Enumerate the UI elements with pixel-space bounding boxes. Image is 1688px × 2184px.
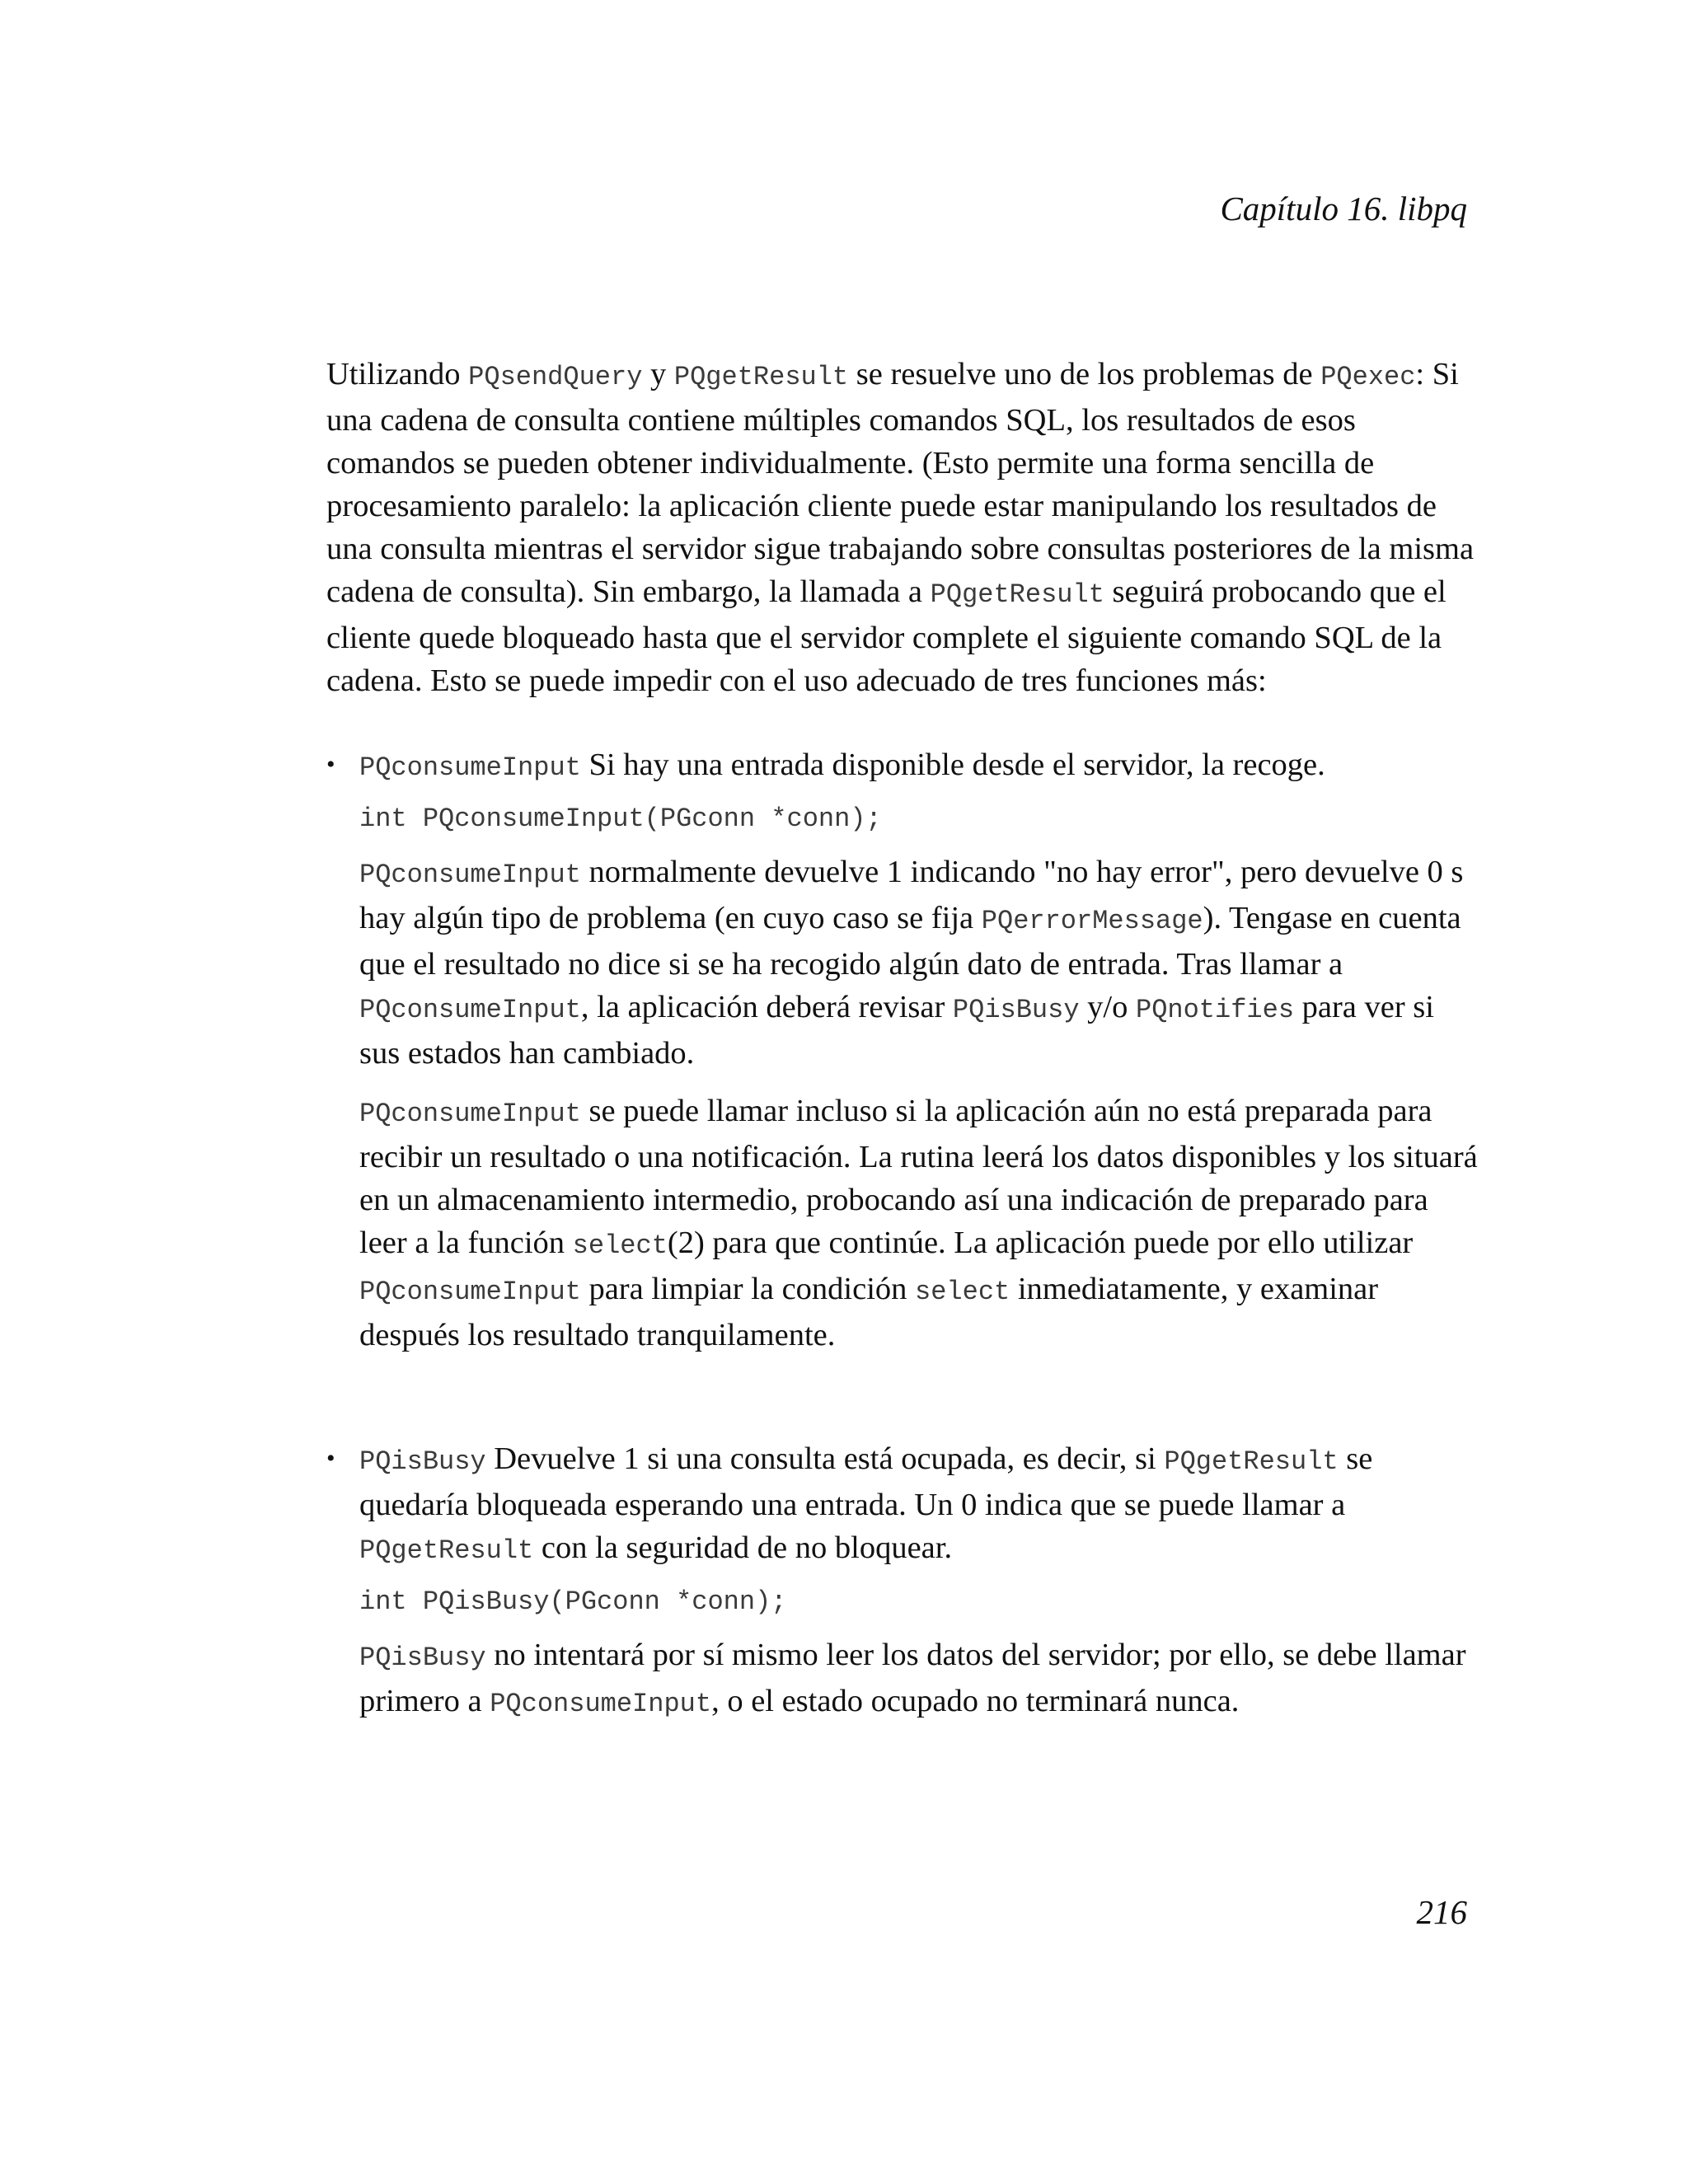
- function-heading: [359, 1437, 1480, 1572]
- code-term: PQconsumeInput: [359, 1277, 581, 1307]
- running-header: Capítulo 16. libpq: [1220, 190, 1467, 227]
- bullet: •: [326, 751, 335, 778]
- code-term: PQconsumeInput: [359, 1099, 581, 1129]
- description-paragraph: [359, 851, 1480, 1075]
- function-name: PQconsumeInput: [359, 752, 581, 783]
- text: para ver si sus estados han cambiado.: [359, 990, 1434, 1071]
- list-item-pqconsumeinput: [326, 743, 1480, 1357]
- function-synopsis: int PQisBusy(PGconn *conn);: [359, 1586, 787, 1617]
- code-term: PQerrorMessage: [981, 906, 1203, 936]
- text: ). Tengase en cuenta que el resultado no dice si se ha recogido algún dato de entrada. Tras llamar a: [359, 901, 1461, 982]
- description-paragraph: [359, 1090, 1480, 1357]
- function-list: [326, 743, 1480, 1726]
- function-heading: [359, 743, 1480, 790]
- text: Utilizando: [326, 357, 469, 391]
- function-name: PQisBusy: [359, 1446, 486, 1477]
- code-term: select: [572, 1230, 668, 1261]
- function-synopsis: int PQconsumeInput(PGconn *conn);: [359, 804, 882, 834]
- text: normalmente devuelve 1 indicando "no hay error", pero devuelve 0 s hay algún tipo de problema (en cuyo caso se fija: [359, 855, 1464, 935]
- code-term: select: [915, 1277, 1010, 1307]
- text: se resuelve uno de los problemas de: [848, 357, 1321, 391]
- code-term: PQisBusy: [359, 1643, 486, 1673]
- text: con la seguridad de no bloquear.: [533, 1530, 953, 1565]
- text: se puede llamar incluso si la aplicación aún no está preparada para recibir un resultado o una notificación. La rutina leerá los datos disponibles y los situará en un almacenamiento intermedio, probocando así una indicación de preparado para leer a la función: [359, 1094, 1478, 1260]
- code-term: PQgetResult: [930, 579, 1104, 610]
- list-item-pqisbusy: [326, 1437, 1480, 1726]
- text: no intentará por sí mismo leer los datos del servidor; por ello, se debe llamar primero a: [359, 1638, 1466, 1718]
- code-term: PQexec: [1320, 362, 1416, 392]
- text: seguirá probocando que el cliente quede bloqueado hasta que el servidor complete el siguiente comando SQL de la cadena. Esto se puede impedir con el uso adecuado de tres funciones más:: [326, 574, 1447, 698]
- code-term: PQnotifies: [1135, 995, 1295, 1025]
- code-term: PQconsumeInput: [359, 860, 581, 890]
- text: , o el estado ocupado no terminará nunca.: [711, 1684, 1240, 1718]
- text: inmediatamente, y examinar después los resultado tranquilamente.: [359, 1272, 1379, 1352]
- code-term: PQconsumeInput: [490, 1689, 712, 1719]
- page-number: 216: [1416, 1893, 1467, 1931]
- code-term: PQsendQuery: [468, 362, 643, 392]
- text: para limpiar la condición: [580, 1272, 916, 1306]
- code-term: PQisBusy: [952, 995, 1080, 1025]
- text: : Si una cadena de consulta contiene múltiples comandos SQL, los resultados de esos comandos se pueden obtener individualmente. (Esto permite una forma sencilla de procesamiento paralelo: la aplicación cliente puede estar manipulando los resultados de una consulta mientras el servidor sigue trabajando sobre consultas posteriores de la misma cadena de consulta). Sin embargo, la llamada a: [326, 357, 1475, 609]
- code-term: PQgetResult: [359, 1535, 534, 1566]
- intro-paragraph: [326, 353, 1480, 702]
- code-term: PQgetResult: [673, 362, 849, 392]
- code-term: PQconsumeInput: [359, 995, 581, 1025]
- text: y/o: [1079, 990, 1136, 1024]
- page-content: [326, 353, 1480, 1726]
- bullet: •: [326, 1445, 335, 1472]
- text: se quedaría bloqueada esperando una entrada. Un 0 indica que se puede llamar a: [359, 1441, 1373, 1522]
- text: (2) para que continúe. La aplicación puede por ello utilizar: [667, 1226, 1414, 1260]
- code-term: PQgetResult: [1164, 1446, 1339, 1477]
- text: , la aplicación deberá revisar: [580, 990, 953, 1024]
- text: Devuelve 1 si una consulta está ocupada, es decir, si: [485, 1441, 1165, 1476]
- function-description: Si hay una entrada disponible desde el servidor, la recoge.: [580, 748, 1325, 782]
- description-paragraph: [359, 1633, 1480, 1726]
- text: y: [642, 357, 674, 391]
